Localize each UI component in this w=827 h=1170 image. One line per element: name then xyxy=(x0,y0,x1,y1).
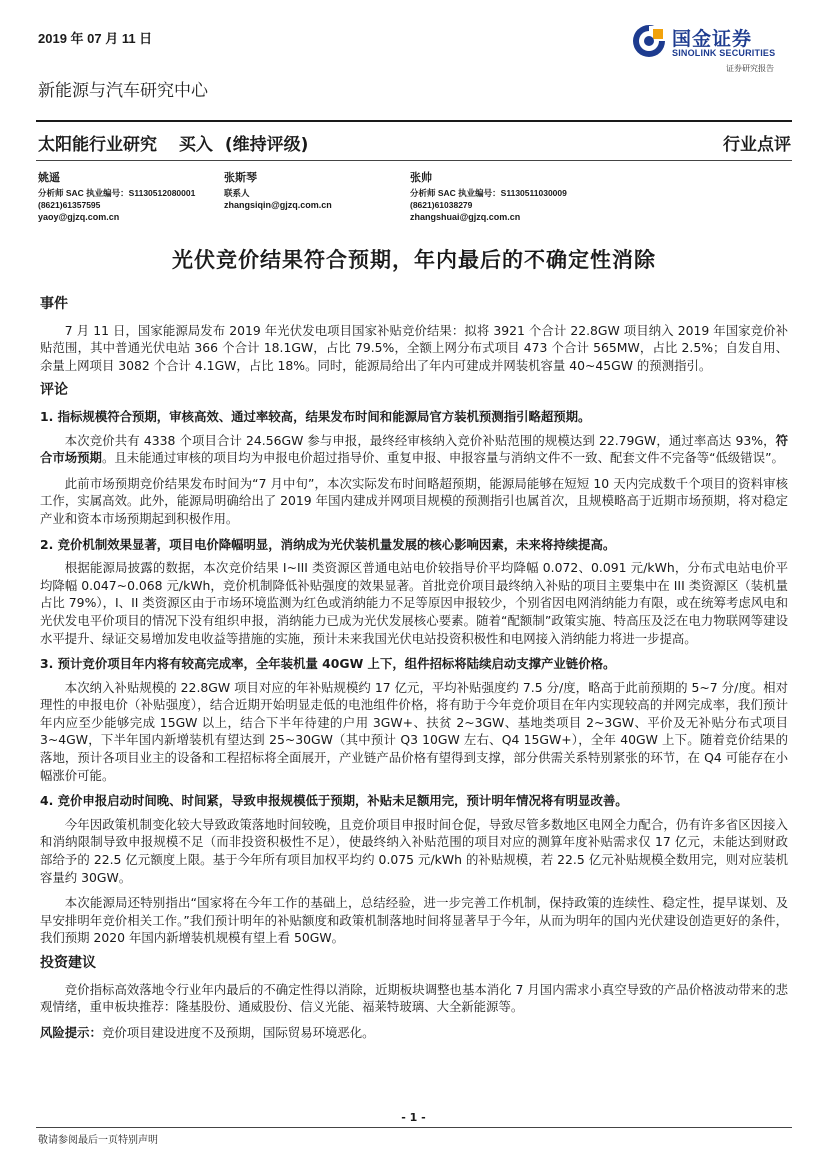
author-phone: (8621)61357595 xyxy=(38,200,101,210)
point-4-para-2: 本次能源局还特别指出“国家将在今年工作的基础上，总结经验，进一步完善工作机制，保持政策的连续性、稳定性，提早谋划、及早安排明年竞价相关工作。”我们预计明年的补贴额度和政策机制落地时间将显著早于今年，从而为明年的国内光伏建设创造更好的条件，我们预期 2020 年国内新增装机规模有望上看 50GW。 xyxy=(40,895,788,946)
author-name: 张帅 xyxy=(410,171,432,184)
author-email[interactable]: yaoy@gjzq.com.cn xyxy=(38,212,120,222)
author-block xyxy=(224,172,332,211)
author-name: 张斯琴 xyxy=(224,171,257,184)
point-4-title: 4. 竞价申报启动时间晚、时间紧，导致申报规模低于预期，补贴未足额用完，预计明年情况将有明显改善。 xyxy=(40,793,628,809)
footer-note: 敬请参阅最后一页特别声明 xyxy=(38,1135,158,1146)
point-3-title: 3. 预计竞价项目年内将有较高完成率，全年装机量 40GW 上下，组件招标将陆续启动支撑产业链价格。 xyxy=(40,656,616,672)
author-phone: (8621)61038279 xyxy=(410,200,473,210)
author-block xyxy=(38,172,195,223)
title-divider xyxy=(36,160,792,161)
rating-note: (维持评级) xyxy=(224,135,309,155)
point-1-para-1: 本次竞价共有 4338 个项目合计 24.56GW 参与申报，最终经审核纳入竞价补贴范围的规模达到 22.79GW，通过率高达 93%，符合市场预期。且未能通过审核的项目均为申报电价超过指导价、重复申报、申报容量与消纳文件不一致、配套文件不完备等“低级错误”。 xyxy=(40,432,788,466)
report-date: 2019 年 07 月 11 日 xyxy=(38,31,153,46)
author-email[interactable]: zhangsiqin@gjzq.com.cn xyxy=(224,200,332,210)
title-bar xyxy=(38,130,324,155)
industry-label: 太阳能行业研究 xyxy=(38,135,157,155)
point-2-para-1: 根据能源局披露的数据，本次竞价结果 I~III 类资源区普通电站电价较指导价平均降幅 0.072、0.091 元/kWh，分布式电站电价平均降幅 0.047~0.068 元/kWh，竞价机制降低补贴强度的效果显著。首批竞价项目最终纳入补贴的项目主要集中在 III 类资源区（装机量占比 79%），I、II 类资源区由于市场环境监测为红色或消纳能力不足等原因申报较少，个别省因电网消纳能力有限，或在统筹考虑风电和光伏发电平价项目的情况下没有组织申报，消纳能力已成为光伏发展核心要素。随着“配额制”政策实施、特高压及泛在电力物联网等建设水平提升、绿证交易增加发电收益等措施的实施，预计未来我国光伏电站投资积极性和电网接入消纳能力将进一步提高。 xyxy=(40,560,788,646)
risk-text: 竞价项目建设进度不及预期，国际贸易环境恶化。 xyxy=(101,1024,375,1040)
logo-subtitle: 证券研究报告 xyxy=(726,64,774,73)
advice-text: 竞价指标高效落地令行业年内最后的不确定性得以消除，近期板块调整也基本消化 7 月国内需求小真空导致的产品价格波动带来的悲观情绪，重申板块推荐：隆基股份、通威股份、信义光能、福莱特玻璃、大全新能源等。 xyxy=(40,981,788,1015)
event-heading: 事件 xyxy=(40,296,68,312)
logo-cn-text: 国金证券 xyxy=(672,28,753,50)
author-sac: 分析师 SAC 执业编号：S1130511030009 xyxy=(410,188,567,198)
event-text: 7 月 11 日，国家能源局发布 2019 年光伏发电项目国家补贴竞价结果：拟将 3921 个合计 22.8GW 项目纳入 2019 年国家竞价补贴范围，其中普通光伏电站 366 个合计 18.1GW，占比 79.5%，全额上网分布式项目 473 个合计 565MW，占比 2.5%；自发自用、余量上网项目 3082 个合计 4.1GW，占比 18%。同时，能源局给出了年内可建成并网装机容量 40~45GW 的预测指引。 xyxy=(40,322,788,373)
report-type: 行业点评 xyxy=(723,135,791,155)
advice-heading: 投资建议 xyxy=(40,955,96,971)
author-sac: 分析师 SAC 执业编号：S1130512080001 xyxy=(38,188,196,198)
logo-mark-icon xyxy=(632,24,666,58)
footer-divider xyxy=(36,1127,792,1128)
report-body xyxy=(40,292,788,1041)
page-number: - 1 - xyxy=(401,1111,426,1124)
author-name: 姚遥 xyxy=(38,171,60,184)
main-title: 光伏竞价结果符合预期，年内最后的不确定性消除 xyxy=(172,248,656,272)
point-1-para-2: 此前市场预期竞价结果发布时间为“7 月中旬”，本次实际发布时间略超预期，能源局能够在短短 10 天内完成数千个项目的资料审核工作，实属高效。此外，能源局明确给出了 2019 年国内建成并网项目规模的预测指引也属首次，且规模略高于近期市场预期，将对稳定产业和资本市场预期起到积极作用。 xyxy=(40,475,788,526)
logo-en-text: SINOLINK SECURITIES xyxy=(672,48,776,58)
bold-highlight: 符合市场预期 xyxy=(40,432,788,466)
header-divider xyxy=(36,120,792,122)
sinolink-logo xyxy=(632,22,792,76)
rating-label: 买入 xyxy=(178,135,213,155)
review-heading: 评论 xyxy=(40,382,68,399)
point-3-para-1: 本次纳入补贴规模的 22.8GW 项目对应的年补贴规模约 17 亿元，平均补贴强度约 7.5 分/度，略高于此前预期的 5~7 分/度。相对理性的申报电价（补贴强度），结合近期开始明显走低的电池组件价格，将有助于今年竞价项目在年内实现较高的并网完成率，我们预计年内应至少能够完成 15GW 以上，结合下半年待建的户用 3GW+、扶贫 2~3GW、基地类项目 2~3GW、平价及无补贴分布式项目 3~4GW，下半年国内新增装机有望达到 25~30GW（其中预计 Q3 10GW 左右、Q4 15GW+），全年 40GW 上下。随着竞价结果的落地，预计各项目业主的设备和工程招标将全面展开，产业链产品价格有望得到支撑，部分供需关系特别紧张的环节，在 Q4 可能存在小幅涨价可能。 xyxy=(40,679,788,783)
author-role: 联系人 xyxy=(224,188,250,198)
point-1-title: 1. 指标规模符合预期，审核高效、通过率较高，结果发布时间和能源局官方装机预测指引略超预期。 xyxy=(40,408,591,424)
author-block xyxy=(410,172,567,223)
point-2-title: 2. 竞价机制效果显著，项目电价降幅明显，消纳成为光伏装机量发展的核心影响因素，未来将持续提高。 xyxy=(40,536,616,552)
risk-warning xyxy=(40,1024,788,1042)
author-email[interactable]: zhangshuai@gjzq.com.cn xyxy=(410,212,521,222)
risk-label: 风险提示： xyxy=(40,1024,102,1040)
research-center: 新能源与汽车研究中心 xyxy=(38,81,208,101)
point-4-para-1: 今年因政策机制变化较大导致政策落地时间较晚，且竞价项目申报时间仓促，导致尽管多数地区电网全力配合，仍有许多省区因接入和消纳限制导致申报规模不足（而非投资积极性不足），使最终纳入补贴范围的项目对应的测算年度补贴需求仅 17 亿元，未能达到财政部给予的 22.5 亿元额度上限。基于今年所有项目加权平均约 0.075 元/kWh 的补贴规模，若 22.5 亿元补贴规模全数用完，则对应装机容量约 30GW。 xyxy=(40,816,788,885)
